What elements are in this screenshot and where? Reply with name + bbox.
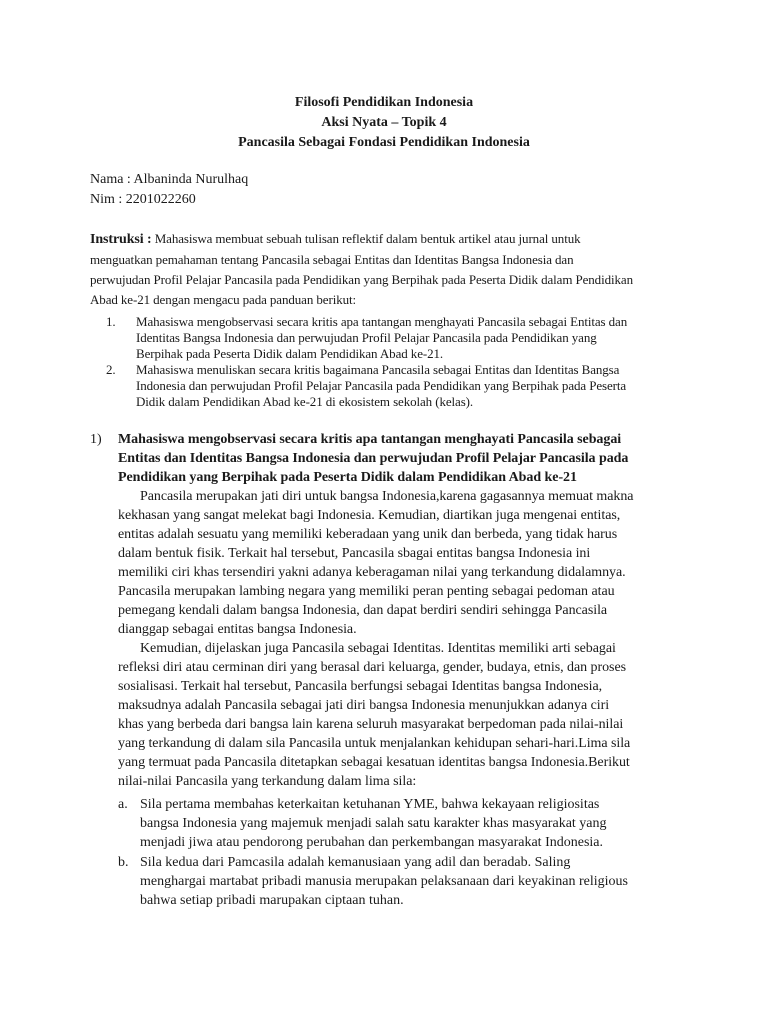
instruction-label: Instruksi : [90, 232, 152, 247]
guide-line: Didik dalam Pendidikan Abad ke-21 di ekosistem sekolah (kelas). [136, 394, 474, 409]
instruction-line: Mahasiswa membuat sebuah tulisan reflektif dalam bentuk artikel atau jurnal untuk [154, 231, 581, 246]
doc-subtitle: Aksi Nyata – Topik 4 [321, 115, 447, 130]
guide-line: Mahasiswa mengobservasi secara kritis apa tantangan menghayati Pancasila sebagai Entitas dan [136, 314, 628, 329]
guide-line: Berpihak pada Peserta Didik dalam Pendidikan Abad ke-21. [136, 346, 444, 361]
guide-line: Indonesia dan perwujudan Profil Pelajar Pancasila pada Pendidikan yang Berpihak pada Peserta [136, 378, 627, 393]
paragraph-identitas: Kemudian, dijelaskan juga Pancasila sebagai Identitas. Identitas memiliki arti sebagai refleksi diri atau cerminan diri yang berasal dari keluarga, gender, budaya, etnis, dan proses sosialisasi. Terkait hal tersebut, Pancasila berfungsi sebagai Identitas bangsa Indonesia, maksudnya adalah Pancasila sebagai jati diri bangsa Indonesia menunjukkan adanya ciri khas yang berbeda dari bangsa lain karena seluruh masyarakat berpedoman pada nilai-nilai yang terkandung di dalam sila Pancasila untuk menjalankan kehidupan sehari-hari.Lima sila yang termuat pada Pancasila ditetapkan sebagai kesatuan identitas bangsa Indonesia.Berikut nilai-nilai Pancasila yang terkandung dalam lima sila: [118, 641, 631, 789]
list-label: b. [118, 855, 129, 870]
student-nim: Nim : 2201022260 [90, 192, 196, 207]
doc-title: Filosofi Pendidikan Indonesia [294, 95, 474, 110]
list-label: a. [118, 797, 128, 812]
section-heading: Mahasiswa mengobservasi secara kritis apa tantangan menghayati Pancasila sebagai Entitas dan Identitas Bangsa Indonesia dan perwujudan Profil Pelajar Pancasila pada Pendidikan yang Berpihak pada Peserta Didik dalam Pendidikan Abad ke-21 [118, 432, 629, 485]
document-page: Filosofi Pendidikan Indonesia Aksi Nyata – Topik 4 Pancasila Sebagai Fondasi Pendidikan Indonesia Nama : Albaninda Nurulhaq Nim : 2201022260 Instruksi : Mahasiswa membuat sebuah tulisan reflektif dalam bentuk artikel atau jurnal untuk menguatkan pemahaman tentang Pancasila sebagai Entitas dan Identitas Bangsa Indonesia dan perwujudan Profil Pelajar Pancasila pada Pendidikan yang Berpihak pada Peserta Didik dalam Pendidikan Abad ke-21 dengan mengacu pada panduan berikut: 1. Mahasiswa mengobservasi secara kritis apa tantangan menghayati Pancasila sebagai Entitas dan Identitas Bangsa Indonesia dan perwujudan Profil Pelajar Pancasila pada Pendidikan yang Berpihak pada Peserta Didik dalam Pendidikan Abad ke-21. 2. Mahasiswa menuliskan secara kritis bagaimana Pancasila sebagai Entitas dan Identitas Bangsa Indonesia dan perwujudan Profil Pelajar Pancasila pada Pendidikan yang Berpihak pada Peserta Didik dalam Pendidikan Abad ke-21 di ekosistem sekolah (kelas). 1) Mahasiswa mengobservasi secara kritis apa tantangan menghayati Pancasila sebagai Entitas dan Identitas Bangsa Indonesia dan perwujudan Profil Pelajar Pancasila pada Pendidikan yang Berpihak pada Peserta Didik dalam Pendidikan Abad ke-21 Pancasila merupakan jati diri untuk bangsa Indonesia,karena gagasannya memuat makna kekhasan yang sangat melekat bagi Indonesia. Kemudian, diartikan juga mengenai entitas, entitas adalah sesuatu yang memiliki keberadaan yang unik dan berbeda, yang tidak harus dalam bentuk fisik. Terkait hal tersebut, Pancasila sbagai entitas bangsa Indonesia ini memiliki ciri khas tersendiri yakni adanya keberagaman nilai yang terkandung didalamnya. Pancasila merupakan lambing negara yang memiliki peran penting sebagai pedoman atau pemegang kendali dalam bangsa Indonesia, dan dapat berdiri sendiri sehingga Pancasila dianggap sebagai entitas bangsa Indonesia. Kemudian, dijelaskan juga Pancasila sebagai Identitas. Identitas memiliki arti sebagai refleksi diri atau cerminan diri yang berasal dari keluarga, gender, budaya, etnis, dan proses sosialisasi. Terkait hal tersebut, Pancasila berfungsi sebagai Identitas bangsa Indonesia, maksudnya adalah Pancasila sebagai jati diri bangsa Indonesia menunjukkan adanya ciri khas yang berbeda dari bangsa lain karena seluruh masyarakat berpedoman pada nilai-nilai yang terkandung di dalam sila Pancasila untuk menjalankan kehidupan sehari-hari.Lima sila yang termuat pada Pancasila ditetapkan sebagai kesatuan identitas bangsa Indonesia.Berikut nilai-nilai Pancasila yang terkandung dalam lima sila: a. Sila pertama membahas keterkaitan ketuhanan YME, bahwa kekayaan religiositas bangsa Indonesia yang majemuk menjadi salah satu karakter khas masyarakat yang menjadi jiwa atau pendorong perubahan dan perkembangan masyarakat Indonesia. b. Sila kedua dari Pamcasila adalah kemanusiaan yang adil dan beradab. Saling menghargai martabat pribadi manusia merupakan pelaksanaan dari keyakinan religious bahwa setiap pribadi marupakan ciptaan tuhan. [0, 0, 768, 1024]
list-number: 1. [106, 314, 116, 329]
guide-line: Mahasiswa menuliskan secara kritis bagaimana Pancasila sebagai Entitas dan Identitas Bangsa [136, 362, 620, 377]
guide-line: Identitas Bangsa Indonesia dan perwujudan Profil Pelajar Pancasila pada Pendidikan yang [136, 330, 597, 345]
paragraph-entitas: Pancasila merupakan jati diri untuk bangsa Indonesia,karena gagasannya memuat makna kekhasan yang sangat melekat bagi Indonesia. Kemudian, diartikan juga mengenai entitas, entitas adalah sesuatu yang memiliki keberadaan yang unik dan berbeda, yang tidak harus dalam bentuk fisik. Terkait hal tersebut, Pancasila sbagai entitas bangsa Indonesia ini memiliki ciri khas tersendiri yakni adanya keberagaman nilai yang terkandung didalamnya. Pancasila merupakan lambing negara yang memiliki peran penting sebagai pedoman atau pemegang kendali dalam bangsa Indonesia, dan dapat berdiri sendiri sehingga Pancasila dianggap sebagai entitas bangsa Indonesia. [118, 489, 634, 637]
instruction-block [90, 229, 686, 310]
section-number: 1) [90, 432, 102, 447]
instruction-line: Abad ke-21 dengan mengacu pada panduan berikut: [90, 292, 357, 307]
instruction-line: perwujudan Profil Pelajar Pancasila pada Pendidikan yang Berpihak pada Peserta Didik dalam Pendidikan [90, 272, 633, 287]
student-name: Nama : Albaninda Nurulhaq [90, 172, 249, 187]
doc-topic: Pancasila Sebagai Fondasi Pendidikan Indonesia [238, 135, 530, 150]
instruction-line: menguatkan pemahaman tentang Pancasila sebagai Entitas dan Identitas Bangsa Indonesia dan [90, 252, 574, 267]
list-number: 2. [106, 362, 116, 377]
